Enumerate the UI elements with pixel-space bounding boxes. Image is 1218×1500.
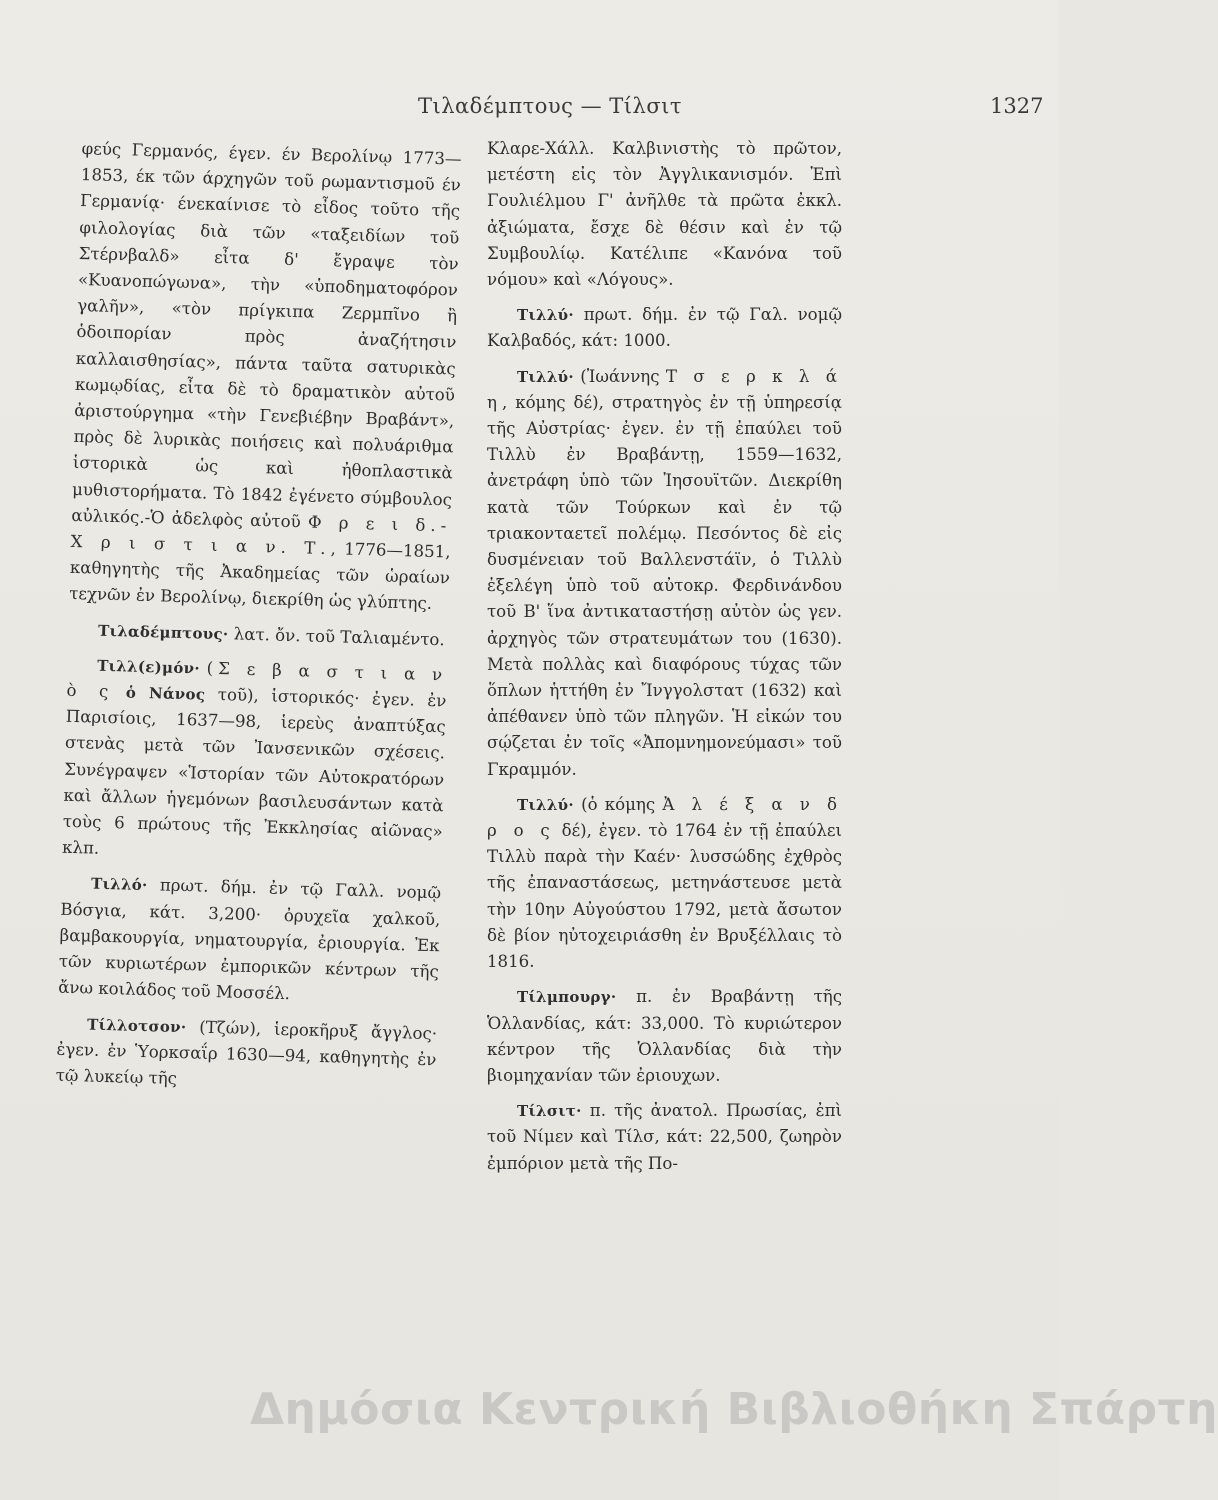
running-head: Τιλαδέμπτους — Τίλσιτ — [417, 94, 683, 118]
headword: Τιλλ(ε)μόν· — [96, 656, 201, 678]
entry-tiladebmptous — [68, 616, 449, 653]
entry-tilly-town — [487, 302, 842, 354]
entry-text: πρωτ. δήμ. ἐν τῷ Γαλλ. νομῷ Βόσγια, κάτ. 3,200· ὀρυχεῖα χαλκοῦ, βαμβακουργία, νηματουργία, ἐριουργία. Ἐκ τῶν κυριωτέρων ἐμπορικῶν κέντρων τῆς ἄνω κοιλάδος τοῦ Μοσσέλ. — [57, 875, 442, 1004]
headword-secondary: ὁ Νάνος — [125, 683, 206, 704]
entry-tilburg — [487, 984, 842, 1089]
headword: Τιλαδέμπτους· — [97, 621, 229, 643]
library-watermark: Δημόσια Κεντρική Βιβλιοθήκη Σπάρτη — [250, 1384, 1218, 1435]
headword: Τίλλοτσον· — [86, 1014, 187, 1036]
headword: Τιλλύ· — [517, 367, 574, 386]
spaced-name: Ἀ λ έ ξ α ν δ ρ ο ς — [487, 794, 843, 841]
entry-tillotson — [55, 1010, 437, 1099]
entry-text: Κλαρε-Χάλλ. Καλβινιστὴς τὸ πρῶτον, μετέστη εἰς τὸν Ἀγγλικανισμόν. Ἐπὶ Γουλιέλμου Γ' ἀνῆλθε τὰ πρῶτα ἐκκλ. ἀξιώματα, ἔσχε δὲ θέσιν καὶ ἐν τῷ Συμβουλίῳ. Κατέλιπε «Κανόνα τοῦ νόμου» καὶ «Λόγους». — [487, 139, 842, 290]
entry-tillo — [58, 870, 442, 1012]
headword: Τιλλύ· — [517, 306, 574, 325]
headword: Τίλσιτ· — [517, 1102, 582, 1121]
entry-continuation — [69, 136, 462, 618]
entry-text: π. τῆς ἀνατολ. Πρωσίας, ἐπὶ τοῦ Νίμεν καὶ Τίλσ, κάτ: 22,500, ζωηρὸν ἐμπόριον μετὰ τῆς Πο- — [487, 1101, 842, 1173]
entry-text: π. ἐν Βραβάντῃ τῆς Ὁλλανδίας, κάτ: 33,000. Τὸ κυριώτερον κέντρον τῆς Ὁλλανδίας διὰ τὴν βιομηχανίαν τῶν ἐριουχων. — [487, 987, 843, 1085]
entry-text: λατ. ὄν. τοῦ Ταλιαμέντο. — [233, 624, 445, 649]
entry-text: τοῦ), ἱστορικός· ἐγεν. ἐν Παρισίοις, 1637—98, ἱερεὺς ἀναπτύξας στενὰς μετὰ τῶν Ἰανσενικῶν σχέσεις. Συνέγραψεν «Ἱστορίαν τῶν Αὐτοκρατόρων καὶ ἄλλων ἡγεμόνων βασιλευσάντων κατὰ τοὺς 6 πρώτους τῆς Ἐκκλησίας αἰῶνας» κλπ. — [61, 685, 447, 859]
entry-text: (Ἰωάννης — [580, 366, 660, 386]
spaced-name: (Σ ε β α σ τ ι α ν ὸ ς — [66, 658, 448, 702]
headword: Τιλλύ· — [517, 795, 574, 814]
entry-text: πρωτ. δήμ. ἐν τῷ Γαλ. νομῷ Καλβαδός, κάτ: 1000. — [487, 305, 842, 351]
entry-tillemon — [62, 652, 448, 872]
entry-text: δέ), ἐγεν. τὸ 1764 ἐν τῇ ἐπαύλει Τιλλὺ παρὰ τὴν Καέν· λυσσώδης ἐχθρὸς τῆς ἐπαναστάσεως, μετηνάστευσε μετὰ τὴν 10ην Αὐγούστου 1792, μετὰ ἄσωτον δὲ βίον ηὐτοχειριάσθη ἐν Βρυξέλλαις τὸ 1816. — [487, 821, 842, 972]
page-number: 1327 — [990, 94, 1044, 118]
entry-text: φεύς Γερμανός, έγεν. έν Βερολίνῳ 1773—1853, έκ τῶν άρχηγῶν τοῦ ρωμαντισμοῦ έν Γερμανίᾳ· ένεκαίνισε τὸ εἶδος τοῦτο τῆς φιλολογίας διὰ τῶν «ταξειδίων τοῦ Στέρνβαλδ» εἶτα δ' ἔγραψε τὸν «Κυανοπώγωνα», τὴν «ὑποδηματοφόρον γαλῆν», «τὸν πρίγκιπα Ζερμπῖνο ἢ ὁδοιπορίαν πρὸς ἀναζήτησιν καλλαισθησίας», πάντα ταῦτα σατυρικὰς κωμῳδίας, εἶτα δὲ τὸ δραματικὸν αὐτοῦ ἀριστούργημα «τὴν Γενεβιέβην Βραβάντ», πρὸς δὲ λυρικὰς ποιήσεις καὶ πολυάριθμα ἱστορικὰ ὡς καὶ ἠθοπλαστικὰ μυθιστορήματα. Τὸ 1842 ἐγένετο σύμβουλος αὐλικός.-Ὁ ἀδελφὸς αὐτοῦ — [71, 138, 462, 532]
entry-continuation — [487, 136, 842, 293]
right-column — [487, 136, 842, 1186]
entry-text: , κόμης δέ), στρατηγὸς ἐν τῇ ὑπηρεσίᾳ τῆς Αὐστρίας· ἐγεν. ἐν τῇ ἐπαύλει τοῦ Τιλλὺ ἐν Βραβάντῃ, 1559—1632, ἀνετράφη ὑπὸ τῶν Ἰησουϊτῶν. Διεκρίθη κατὰ τῶν Τούρκων καὶ ἐν τῷ τριακονταετεῖ πολέμῳ. Πεσόντος δὲ εἰς δυσμένειαν τοῦ Βαλλενστάϊν, ὁ Τιλλὺ ἐξελέγη ὑπὸ τοῦ αὐτοκρ. Φερδινάνδου τοῦ Β' ἵνα ἀντικαταστήσῃ αὐτὸν ὡς γεν. ἀρχηγὸς τῶν στρατευμάτων του (1630). Μετὰ πολλὰς καὶ διαφόρους τύχας τῶν ὅπλων ἡττήθη ἐν Ἴνγγολστατ (1632) καὶ ἀπέθανεν ὑπὸ τῶν πληγῶν. Ἡ εἰκών του σῴζεται ἐν τοῖς «Ἀπομνημονεύμασι» τοῦ Γκραμμόν. — [487, 392, 842, 779]
headword: Τιλλό· — [90, 875, 148, 895]
left-column — [55, 136, 462, 1108]
entry-text: (ὁ κόμης — [581, 794, 656, 814]
headword: Τίλμπουργ· — [517, 988, 617, 1007]
spaced-name: Φ ρ ε ι δ.- Χ ρ ι σ τ ι α ν. Τ. — [70, 512, 452, 559]
entry-tilly-johannes — [487, 364, 842, 783]
entry-text: , 1776—1851, καθηγητὴς τῆς Ἀκαδημείας τῶν ὡραίων τεχνῶν ἐν Βερολίνῳ, διεκρίθη ὡς γλύπτης. — [68, 539, 451, 614]
spaced-name: Τ σ ε ρ κ λ ά η — [487, 366, 842, 412]
entry-text: (Τζών), ἱεροκῆρυξ ἄγγλος· ἐγεν. ἐν Ὑορκσαΐρ 1630—94, καθηγητὴς ἐν τῷ λυκείῳ τῆς — [55, 1017, 438, 1088]
entry-tilsit — [487, 1098, 842, 1177]
entry-tilly-alexandros — [487, 792, 842, 975]
